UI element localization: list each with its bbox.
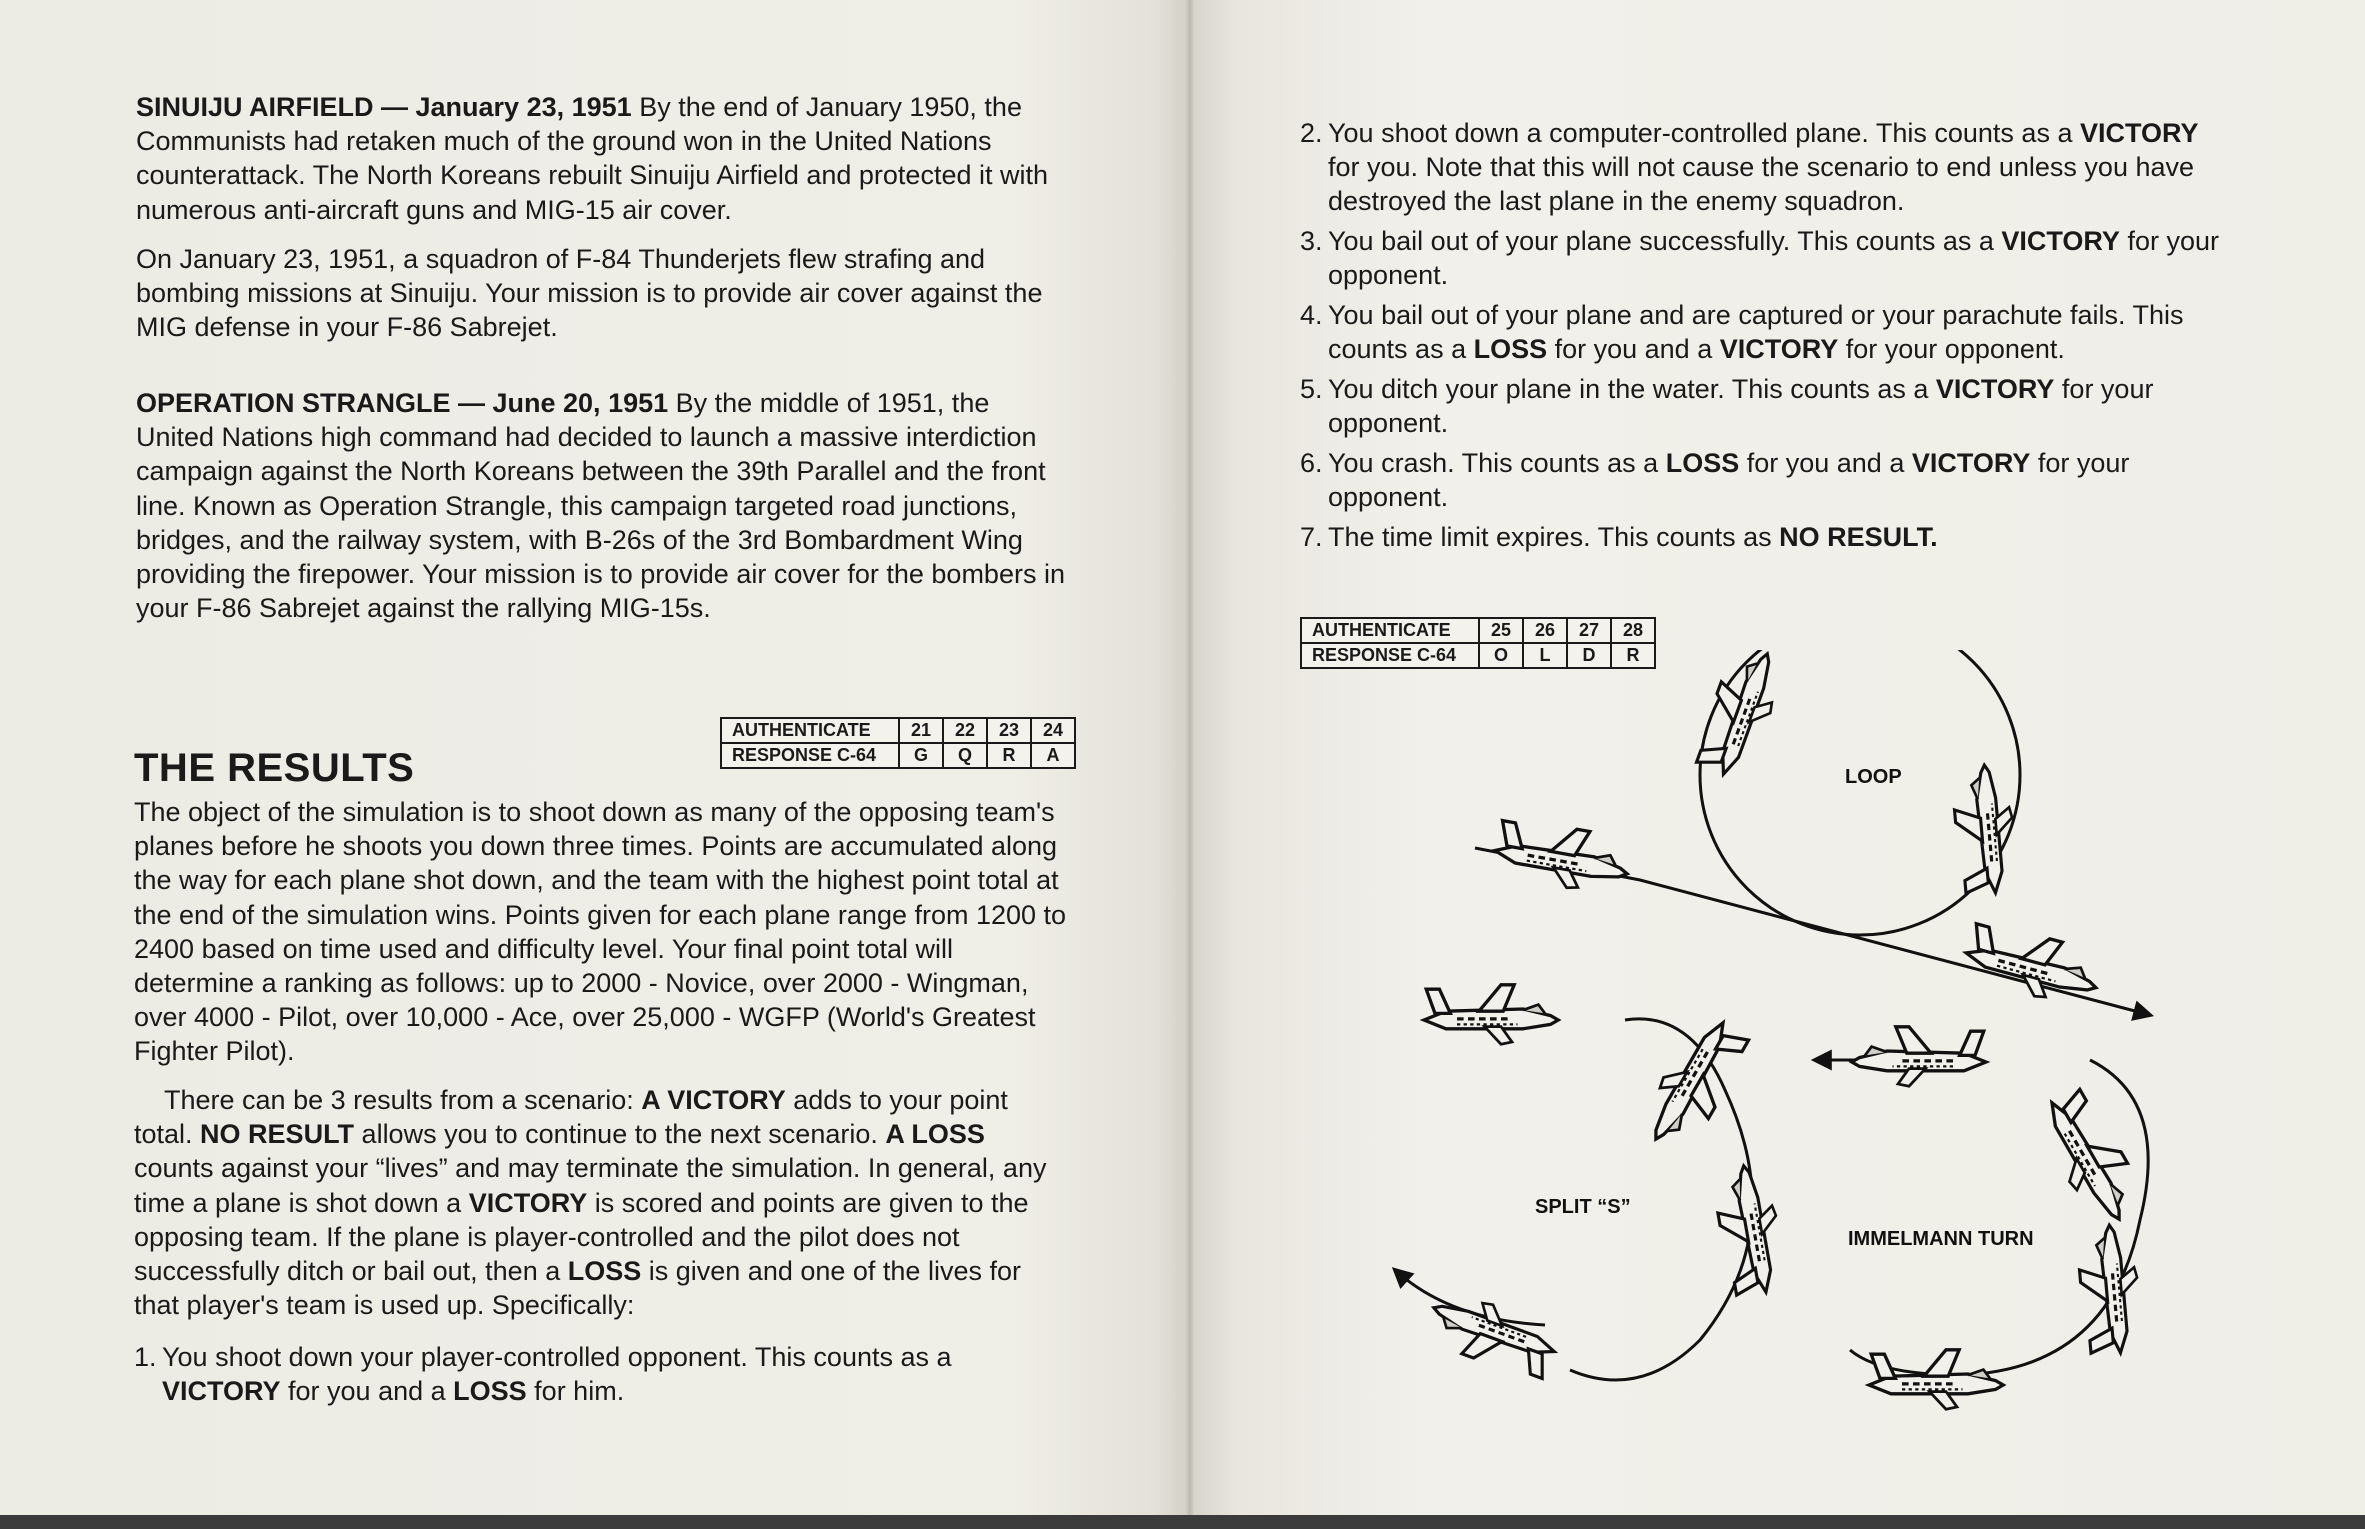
jet-icon	[2031, 1085, 2150, 1231]
page-bottom-edge	[0, 1515, 2365, 1529]
list-number: 3.	[1300, 226, 1323, 256]
results-paragraph: The object of the simulation is to shoot down as many of the opposing team's planes before he shoots you down three times. Points are accumulated along the way for each plane shot down, and the team with the highest point total at the end of the simulation wins. Points given for each plane range from 1200 to 2400 based on time used and difficulty level. Your final point total will determine a ranking as follows: up to 2000 - Novice, over 2000 - Wingman, over 4000 - Pilot, over 10,000 - Ace, over 25,000 - WGFP (World's Greatest Fighter Pilot).	[134, 797, 1067, 1067]
text-run: The time limit expires. This counts as	[1328, 522, 1780, 552]
strangle-paragraph	[136, 386, 1071, 625]
auth-code: 21	[899, 718, 943, 743]
response-code: Q	[943, 743, 987, 768]
text-run: allows you to continue to the next scenario.	[354, 1119, 886, 1150]
auth-code: 22	[943, 718, 987, 743]
emphasis-victory: VICTORY	[2079, 118, 2199, 148]
maneuver-diagram	[1290, 650, 2190, 1450]
results-heading: THE RESULTS	[134, 746, 415, 790]
auth-code: 26	[1523, 618, 1567, 643]
response-code: L	[1523, 643, 1567, 668]
text-run: You ditch your plane in the water. This counts as a	[1328, 374, 1936, 404]
jet-icon	[1711, 1162, 1789, 1298]
response-code: R	[987, 743, 1031, 768]
jet-icon	[1869, 1350, 2003, 1409]
auth-label: AUTHENTICATE	[721, 718, 899, 743]
jet-icon	[1951, 763, 2019, 896]
text-run: for him.	[526, 1376, 625, 1406]
emphasis-no-result: NO RESULT	[200, 1119, 355, 1150]
auth-row-codes	[721, 718, 1075, 743]
auth-table-left	[720, 717, 1076, 769]
jet-icon	[1852, 1027, 1986, 1086]
list-item	[1300, 520, 2230, 554]
sinuiju-title: SINUIJU AIRFIELD — January 23, 1951	[136, 92, 632, 122]
text-run: is given and one of the lives for that player's team is used up. Specifically:	[134, 1256, 1021, 1321]
emphasis-victory: VICTORY	[1935, 374, 2055, 404]
text-run: for you and a	[1739, 448, 1912, 478]
list-number: 5.	[1300, 374, 1323, 404]
list-item	[1300, 446, 2230, 514]
response-code: G	[899, 743, 943, 768]
auth-label: AUTHENTICATE	[1301, 618, 1479, 643]
text-run: adds to your point total.	[134, 1085, 1008, 1150]
immelmann-label: IMMELMANN TURN	[1848, 1228, 2034, 1250]
list-number: 6.	[1300, 448, 1323, 478]
text-run: for your opponent.	[1328, 374, 2154, 438]
text-run: for your opponent.	[1328, 448, 2130, 512]
book-spine	[1186, 0, 1194, 1515]
emphasis-victory: VICTORY	[1719, 334, 1839, 364]
list-item	[134, 1340, 1069, 1408]
auth-code: 28	[1611, 618, 1655, 643]
strangle-text: By the middle of 1951, the United Nations high command had decided to launch a massive interdiction campaign against the North Koreans between the 39th Parallel and the front line. Known as Operation Strangle, this campaign targeted road junctions, bridges, and the railway system, with B-26s of the 3rd Bombardment Wing providing the firepower. Your mission is to provide air cover for the bombers in your F-86 Sabrejet against the rallying MIG-15s.	[136, 388, 1065, 624]
emphasis-loss: A LOSS	[885, 1119, 985, 1150]
list-item	[1300, 224, 2230, 292]
auth-code: 27	[1567, 618, 1611, 643]
emphasis-victory: VICTORY	[2001, 226, 2120, 256]
list-number: 1.	[134, 1342, 157, 1372]
text-run: You bail out of your plane successfully. This counts as a	[1328, 226, 2002, 256]
split-s-label: SPLIT “S”	[1535, 1196, 1631, 1218]
auth-code: 24	[1031, 718, 1075, 743]
auth-row-codes	[1301, 618, 1655, 643]
response-code: A	[1031, 743, 1075, 768]
auth-code: 25	[1479, 618, 1523, 643]
text-run: for you and a	[1547, 334, 1720, 364]
sinuiju-text: By the end of January 1950, the Communists had retaken much of the ground won in the United Nations counterattack. The North Koreans rebuilt Sinuiju Airfield and protected it with numerous anti-aircraft guns and MIG-15 air cover.	[136, 92, 1049, 225]
results-list-right	[1300, 116, 2230, 560]
text-run: for you and a	[280, 1376, 454, 1406]
response-code: R	[1611, 643, 1655, 668]
jet-icon	[1635, 1011, 1754, 1157]
emphasis-no-result: NO RESULT.	[1779, 522, 1938, 552]
emphasis-loss: LOSS	[567, 1256, 642, 1287]
sinuiju-mission-paragraph: On January 23, 1951, a squadron of F-84 Thunderjets flew strafing and bombing missions at Sinuiju. Your mission is to provide air cover against the MIG defense in your F-86 Sabrejet.	[136, 244, 1043, 343]
text-run: You bail out of your plane and are captured or your parachute fails. This counts as a	[1328, 300, 2184, 364]
emphasis-loss: LOSS	[1473, 334, 1548, 364]
results-outcomes-paragraph	[134, 1083, 1069, 1322]
list-number: 4.	[1300, 300, 1323, 330]
auth-row-responses	[721, 743, 1075, 768]
list-number: 2.	[1300, 118, 1323, 148]
text-run: You shoot down a computer-controlled plane. This counts as a	[1328, 118, 2080, 148]
list-item	[1300, 372, 2230, 440]
response-code: O	[1479, 643, 1523, 668]
text-run: You crash. This counts as a	[1328, 448, 1666, 478]
strangle-title: OPERATION STRANGLE — June 20, 1951	[136, 388, 669, 418]
response-code: D	[1567, 643, 1611, 668]
emphasis-victory: VICTORY	[1911, 448, 2031, 478]
response-label: RESPONSE C-64	[1301, 643, 1479, 668]
response-label: RESPONSE C-64	[721, 743, 899, 768]
text-run: for your opponent.	[1838, 334, 2065, 364]
list-item	[1300, 116, 2230, 218]
jet-icon	[1424, 985, 1558, 1044]
emphasis-loss: LOSS	[453, 1376, 527, 1406]
emphasis-victory: A VICTORY	[641, 1085, 786, 1115]
immelmann-path	[1850, 1060, 2148, 1375]
emphasis-victory: VICTORY	[162, 1376, 281, 1406]
text-run: for you. Note that this will not cause the scenario to end unless you have destroyed the last plane in the enemy squadron.	[1328, 152, 2195, 216]
text-run: counts against your “lives” and may terminate the simulation. In general, any time a plane is shot down a	[134, 1153, 1047, 1218]
loop-label: LOOP	[1845, 766, 1902, 788]
text-run: for your opponent.	[1328, 226, 2219, 290]
list-number: 7.	[1300, 522, 1323, 552]
auth-code: 23	[987, 718, 1031, 743]
text-run: is scored and points are given to the opposing team. If the plane is player-controlled and the pilot does not successfully ditch or bail out, then a	[134, 1187, 1029, 1287]
text-run: You shoot down your player-controlled opponent. This counts as a	[162, 1342, 952, 1372]
results-list-left	[134, 1340, 1069, 1414]
list-item	[1300, 298, 2230, 366]
text-run: There can be 3 results from a scenario:	[164, 1085, 642, 1115]
emphasis-loss: LOSS	[1665, 448, 1740, 478]
emphasis-victory: VICTORY	[468, 1187, 588, 1218]
jet-icon	[1491, 816, 1633, 898]
sinuiju-paragraph	[136, 90, 1071, 227]
